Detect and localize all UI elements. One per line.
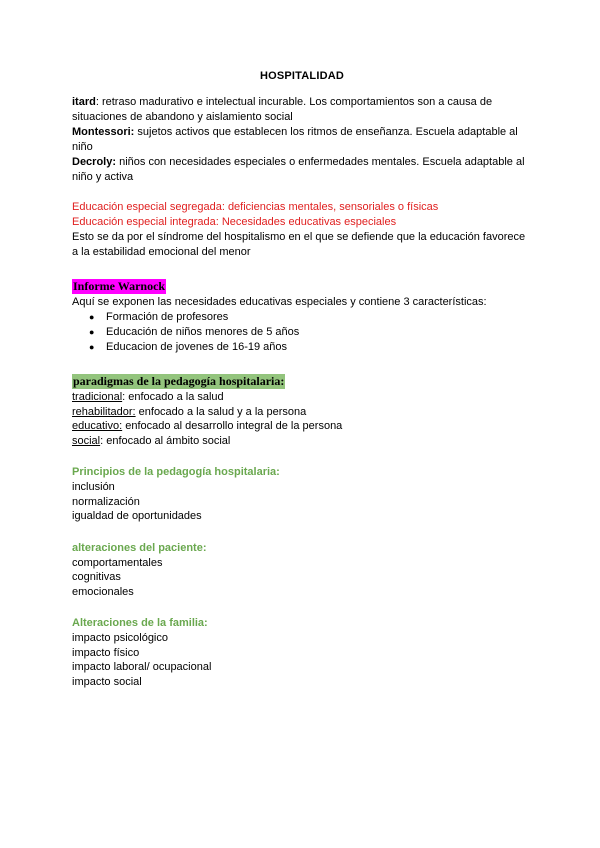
list-item: cognitivas: [72, 571, 121, 583]
paradigm-item: tradicional: enfocado a la salud: [72, 391, 224, 403]
paradigm-item: social: enfocado al ámbito social: [72, 434, 231, 447]
warnock-intro: Aquí se exponen las necesidades educativas especiales y contiene 3 características:: [72, 296, 487, 308]
list-item: impacto laboral/ ocupacional: [72, 661, 212, 673]
list-item: ● Educacion de jovenes de 16-19 años: [89, 341, 288, 353]
special-ed-integrated: Educación especial integrada: Necesidades educativas especiales: [72, 216, 397, 228]
warnock-list: [72, 310, 532, 355]
author-text: retraso madurativo e intelectual incurable. Los comportamientos son a causa de situaciones de abandono y aislamiento social: [72, 96, 493, 123]
list-item: inclusión: [72, 481, 115, 493]
author-decroly: [72, 155, 532, 185]
paradigm-term: social: [72, 434, 101, 447]
bullet-icon: ●: [89, 312, 95, 322]
family-heading: Alteraciones de la familia:: [72, 617, 208, 629]
paradigm-term: rehabilitador:: [72, 405, 136, 418]
list-item: impacto social: [72, 675, 142, 688]
bullet-icon: ●: [89, 342, 95, 352]
patient-heading: alteraciones del paciente:: [72, 541, 207, 554]
paradigm-item: educativo: enfocado al desarrollo integral de la persona: [72, 420, 343, 432]
list-item: impacto psicológico: [72, 632, 168, 644]
author-name: itard: [72, 96, 96, 108]
list-item: comportamentales: [72, 556, 163, 569]
author-sep: :: [95, 96, 99, 108]
author-text: sujetos activos que establecen los ritmos de enseñanza. Escuela adaptable al niño: [72, 126, 518, 153]
list-item: ● Educación de niños menores de 5 años: [89, 326, 300, 338]
author-name: Montessori:: [72, 126, 135, 138]
author-text: niños con necesidades especiales o enfermedades mentales. Escuela adaptable al niño y activa: [72, 156, 525, 183]
list-item: emocionales: [72, 585, 134, 598]
paradigm-item: rehabilitador: enfocado a la salud y a la persona: [72, 405, 307, 418]
principles-heading: Principios de la pedagogía hospitalaria:: [72, 466, 280, 478]
list-item: impacto físico: [72, 646, 140, 659]
list-item: igualdad de oportunidades: [72, 510, 202, 522]
author-itard: [72, 95, 532, 125]
author-montessori: [72, 125, 532, 155]
paradigm-term: educativo:: [72, 420, 123, 432]
special-ed-segregated: Educación especial segregada: deficiencias mentales, sensoriales o físicas: [72, 201, 439, 213]
bullet-icon: ●: [89, 327, 95, 337]
paradigms-heading: paradigmas de la pedagogía hospitalaria:: [73, 374, 285, 388]
hospitalism-note: Esto se da por el síndrome del hospitalismo en el que se defiende que la educación favorece a la estabilidad emocional del menor: [72, 231, 526, 258]
paradigm-term: tradicional: [72, 391, 123, 403]
list-item: normalización: [72, 495, 140, 508]
document-title: HOSPITALIDAD: [259, 70, 345, 82]
document-page: [72, 70, 532, 689]
author-name: Decroly:: [72, 156, 117, 168]
warnock-heading: Informe Warnock: [73, 279, 166, 293]
list-item: ● Formación de profesores: [89, 311, 229, 323]
